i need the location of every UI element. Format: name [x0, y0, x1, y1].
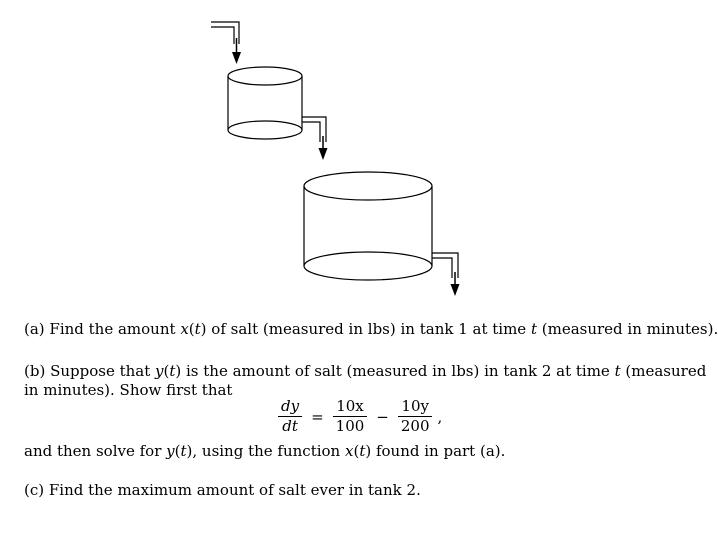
fraction-denominator: 100	[335, 417, 365, 435]
var-y: y	[166, 442, 175, 460]
equals-sign: =	[311, 407, 324, 426]
paren: (	[353, 442, 360, 460]
part-a-text: (measured in minutes).	[536, 320, 718, 338]
part-a-text: ) of salt (measured in lbs) in tank 1 at time	[200, 320, 531, 338]
var-t: t	[180, 442, 187, 460]
part-b-text: (measured	[620, 362, 707, 380]
inlet-pipe	[211, 22, 239, 44]
outflow-fraction	[398, 398, 433, 435]
part-b-line-2	[24, 380, 232, 400]
var-x: x	[344, 442, 354, 460]
fraction-denominator: 200	[400, 417, 430, 435]
tank-2	[304, 172, 432, 280]
fraction-numerator: dy	[278, 398, 302, 417]
part-b-text: ), using the function	[186, 442, 345, 460]
part-b-line-1	[24, 361, 706, 381]
part-b-line-3	[24, 441, 505, 461]
part-b-text: ) is the amount of salt (measured in lbs) in tank 2 at time	[175, 362, 615, 380]
inflow-fraction	[333, 398, 368, 435]
part-a-text: (a) Find the amount	[24, 320, 181, 338]
part-c-text: (c) Find the maximum amount of salt ever in tank 2.	[24, 481, 421, 499]
var-y: y	[155, 362, 164, 380]
part-a	[24, 319, 718, 339]
outlet-pipe	[432, 253, 458, 278]
dy-dt-fraction	[278, 398, 302, 435]
paren: (	[188, 320, 195, 338]
fraction-numerator: 10y	[398, 398, 432, 417]
part-b-text: in minutes). Show first that	[24, 381, 233, 399]
var-t: t	[614, 362, 621, 380]
fraction-numerator: 10x	[333, 398, 367, 417]
paren: (	[174, 442, 181, 460]
part-c	[24, 480, 421, 500]
part-b-text: ) found in part (a).	[365, 442, 506, 460]
fraction-denominator: dt	[282, 417, 298, 435]
trailing-comma: ,	[437, 407, 443, 426]
part-b-text: and then solve for	[24, 442, 167, 460]
var-t: t	[359, 442, 366, 460]
minus-sign: −	[376, 407, 389, 426]
var-x: x	[180, 320, 189, 338]
var-t: t	[169, 362, 176, 380]
paren: (	[163, 362, 170, 380]
inflow-arrow	[232, 38, 241, 64]
var-t: t	[194, 320, 201, 338]
var-t: t	[530, 320, 537, 338]
tank-1	[228, 67, 302, 139]
part-b-text: (b) Suppose that	[24, 362, 156, 380]
differential-equation	[273, 398, 442, 435]
